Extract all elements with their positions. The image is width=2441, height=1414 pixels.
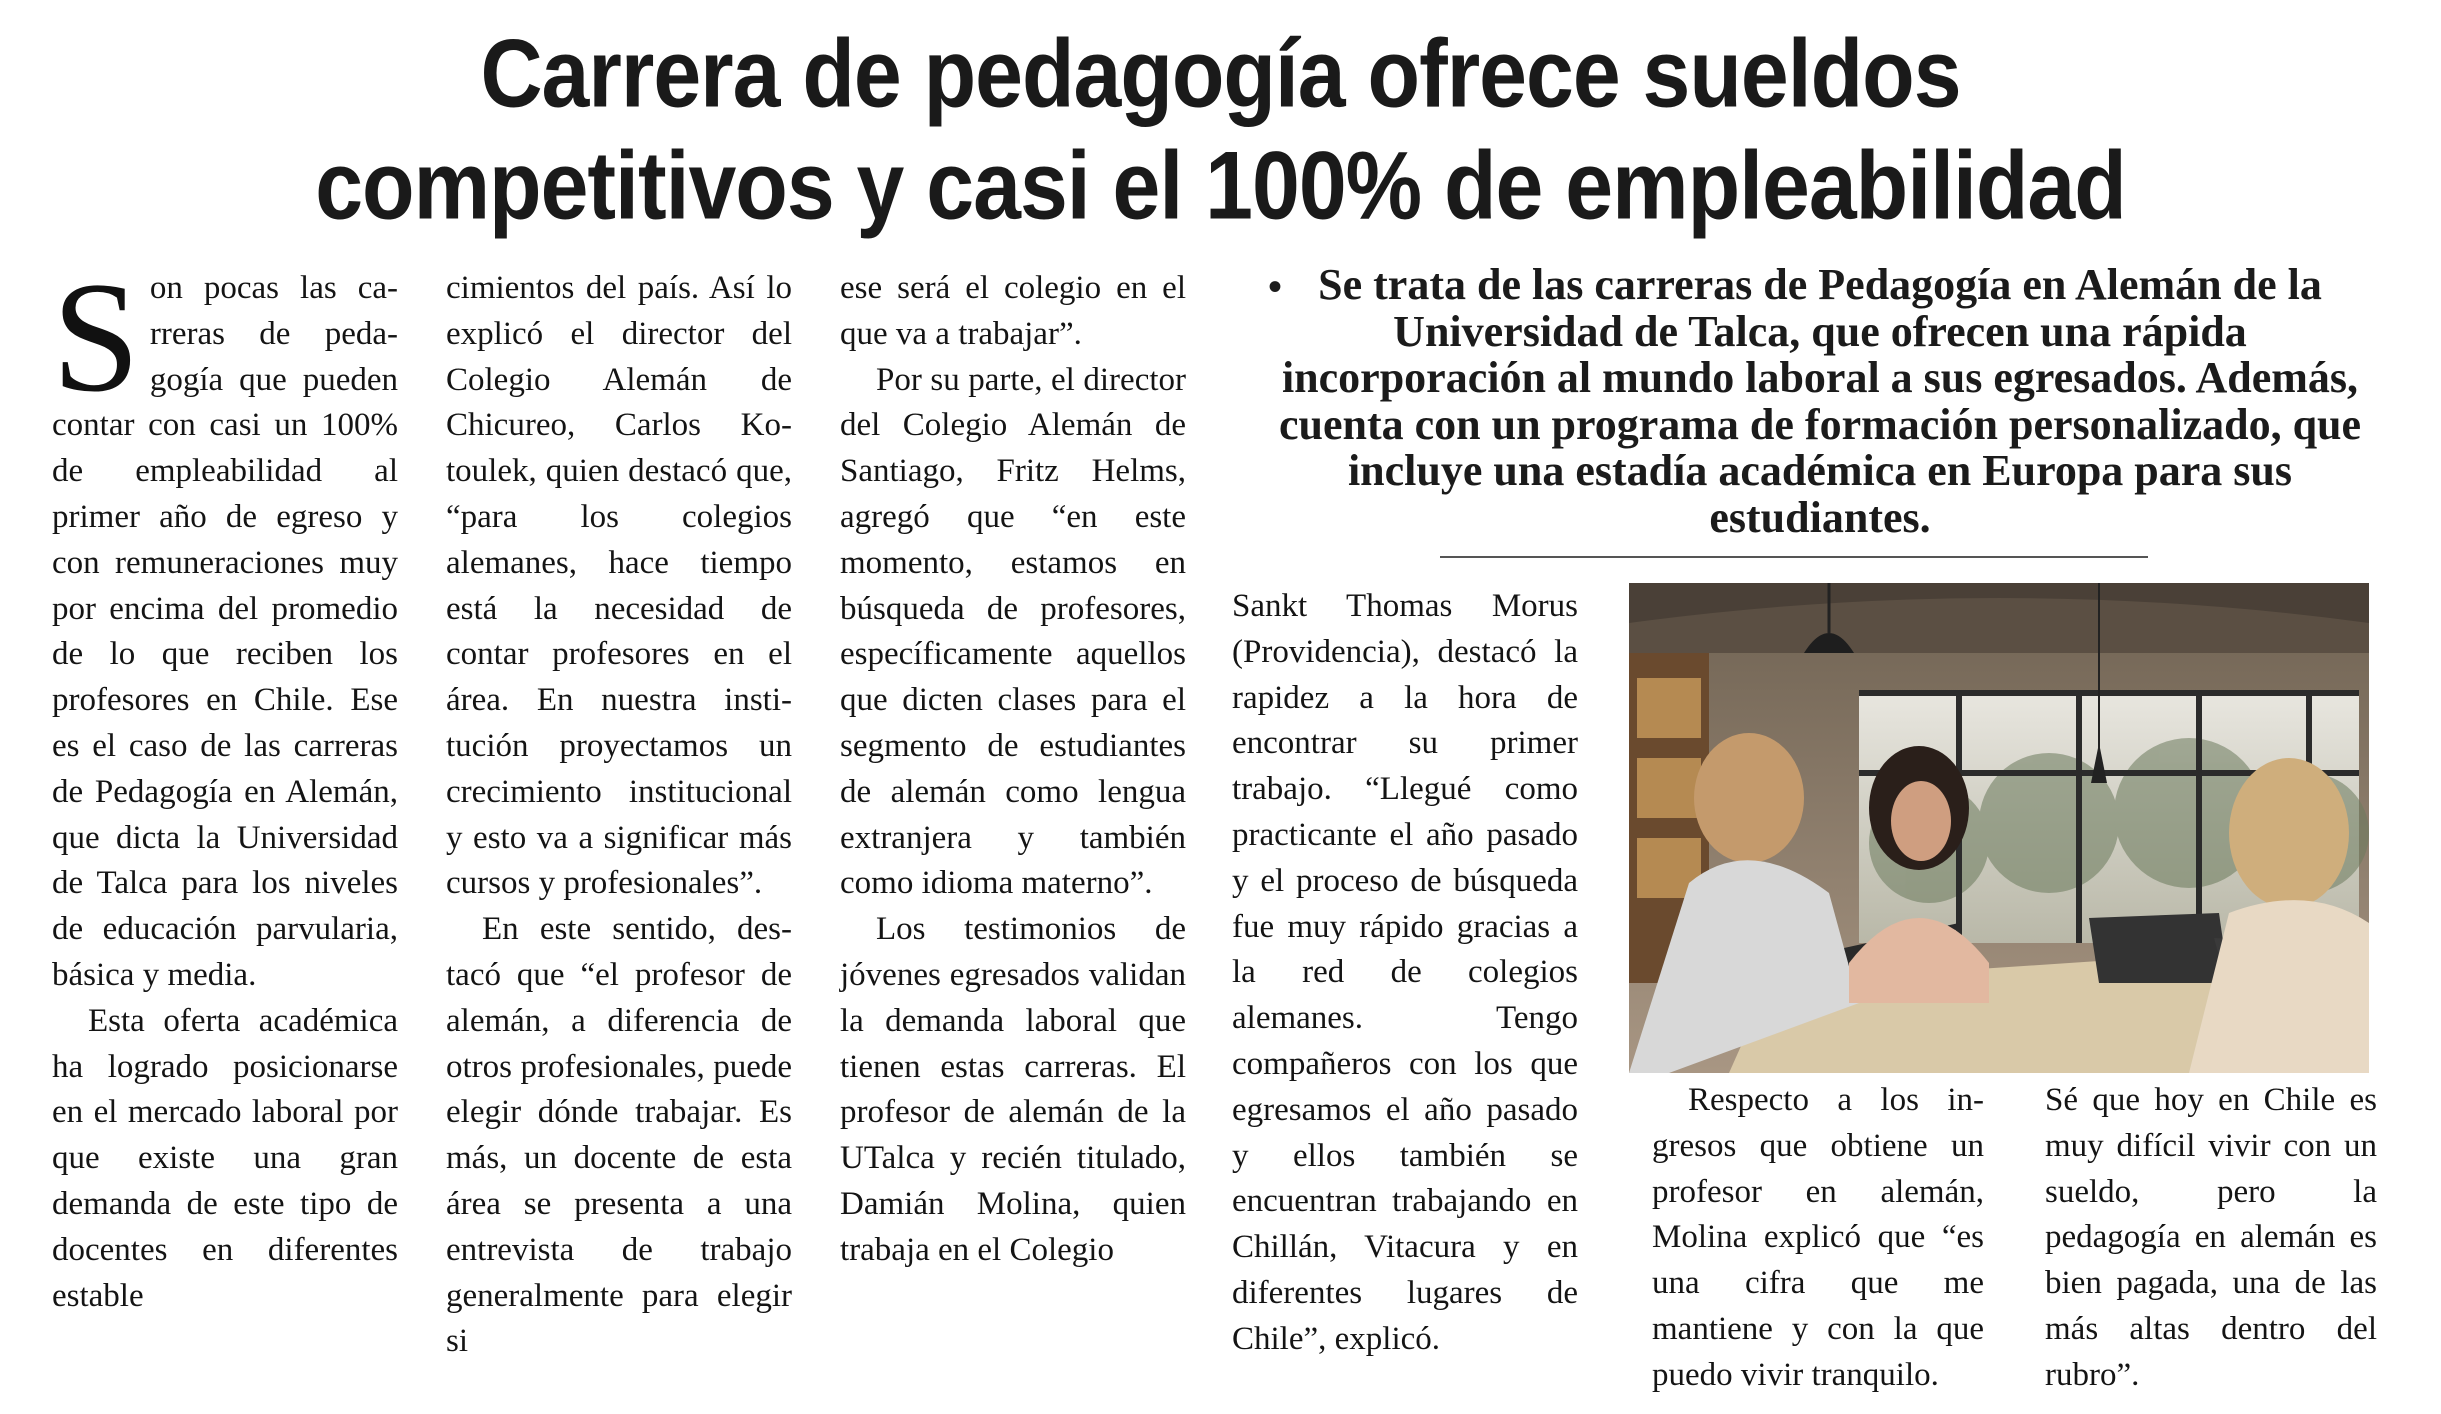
headline-line-2: competitivos y casi el 100% de empleabilidad	[315, 132, 2126, 240]
column-2-paragraph-1: cimientos del país. Así lo explicó el director del Colegio Alemán de Chicureo, Carlos Kotoulek, quien destacó que, “para los colegios alemanes, hace tiempo está la necesidad de contar profesores en el área. En nuestra institución proyectamos un crecimiento institucional y esto va a significar más cursos y profesionales”.	[446, 270, 792, 902]
column-3-paragraph-1: ese será el colegio en el que va a trabajar”.	[840, 270, 1186, 352]
column-3-paragraph-3: Los testimonios de jóvenes egresados validan la demanda laboral que tienen estas carreras. El profesor de alemán de la UTalca y recién titulado, Damián Molina, quien trabaja en el Colegio	[840, 911, 1186, 1268]
students-photo-icon	[1629, 583, 2369, 1073]
column-3-paragraph-2: Por su parte, el director del Colegio Alemán de Santiago, Fritz Helms, agregó que “en este momento, estamos en búsqueda de profesores, específicamente aquellos que dicten clases para el segmento de estudiantes de alemán como lengua extranjera y también como idioma materno”.	[840, 361, 1186, 902]
lead-divider	[1440, 556, 2148, 558]
lead-summary-text: Se trata de las carreras de Pedagogía en Alemán de la Universidad de Talca, que ofrecen una rápida incorporación al mundo laboral a sus egresados. Además, cuenta con un programa de formación personalizado, que incluye una estadía académica en Europa para sus estudiantes.	[1278, 260, 2362, 542]
column-2-paragraph-2: En este sentido, destacó que “el profesor de alemán, a diferencia de otros profesionales, puede elegir dónde trabajar. Es más, un docente de esta área se presenta a una entrevista de trabajo generalmente para elegir si	[446, 911, 792, 1360]
drop-cap: S	[52, 250, 140, 425]
article-column-2	[446, 266, 792, 1365]
article-column-3	[840, 266, 1186, 1274]
lead-summary	[1270, 262, 2370, 541]
students-photo	[1629, 583, 2369, 1073]
article-column-6	[2045, 1078, 2377, 1399]
article-column-5	[1652, 1078, 1984, 1399]
column-1-paragraph-2: Esta oferta académica ha logrado posicionarse en el mercado laboral por que existe una gran demanda de este tipo de docentes en diferentes estable	[52, 1002, 398, 1314]
column-4-paragraph-1: Sankt Thomas Morus (Providencia), destacó la rapidez a la hora de encontrar su primer trabajo. “Llegué como practicante el año pasado y el proceso de búsqueda fue muy rápido gracias a la red de colegios alemanes. Tengo compañeros con los que egresamos el año pasado y ellos también se encuentran trabajando en Chillán, Vitacura y en diferentes lugares de Chile”, explicó.	[1232, 588, 1578, 1357]
headline-line-1: Carrera de pedagogía ofrece sueldos	[480, 20, 1961, 128]
bullet-icon: •	[1268, 264, 1283, 309]
column-6-paragraph-1: Sé que hoy en Chile es muy difícil vivir con un sueldo, pero la pedagogía en alemán es bien pagada, una de las más altas dentro del rubro”.	[2045, 1082, 2377, 1393]
article-column-4	[1232, 584, 1578, 1363]
column-1-paragraph-1	[52, 250, 398, 999]
column-1-paragraph-1-text: on pocas las carreras de pedagogía que pueden contar con casi un 100% de empleabilidad al primer año de egreso y con remuneraciones muy por encima del promedio de lo que reciben los profesores en Chile. Ese es el caso de las carreras de Pedagogía en Alemán, que dicta la Universidad de Talca para los niveles de educación parvularia, básica y media.	[52, 270, 398, 993]
article-column-1	[52, 250, 398, 1319]
headline	[0, 18, 2441, 242]
column-5-paragraph-1: Respecto a los ingresos que obtiene un profesor en alemán, Molina explicó que “es una cifra que me mantiene y con la que puedo vivir tranquilo.	[1652, 1082, 1984, 1393]
